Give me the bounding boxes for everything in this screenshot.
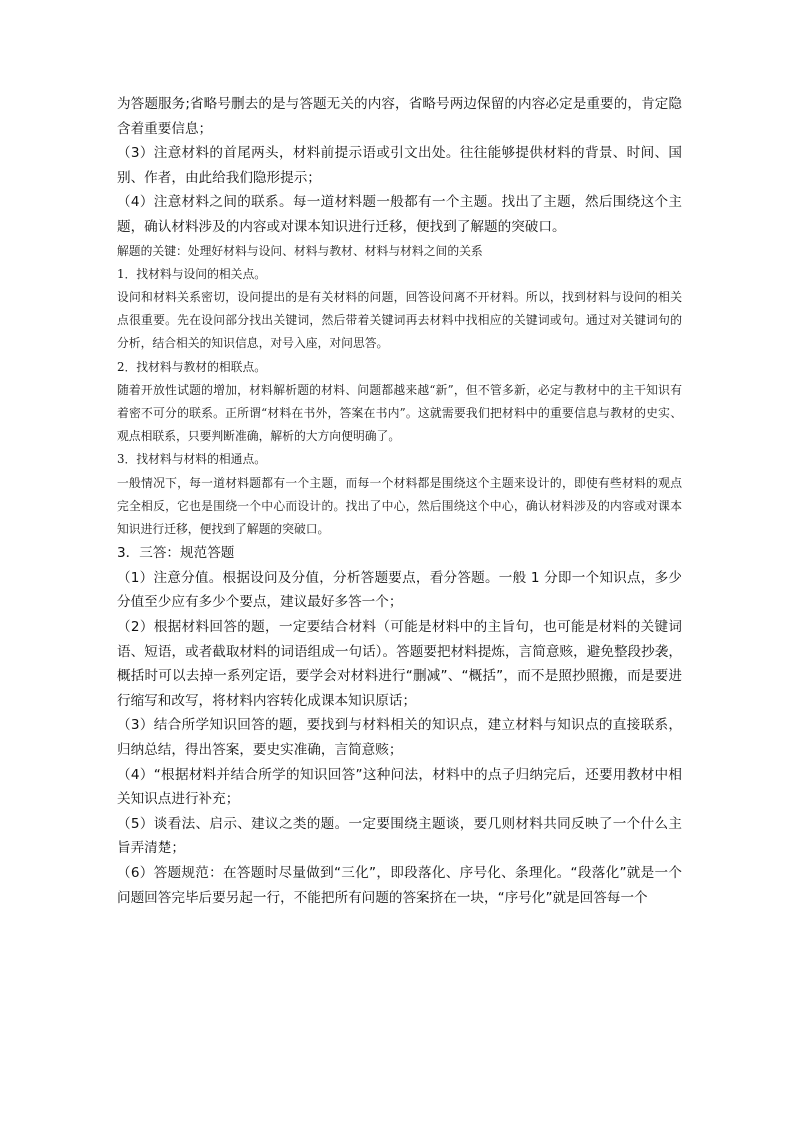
- paragraph-key-1-title: 1．找材料与设问的相关点。: [117, 266, 267, 281]
- paragraph-tip-3: （3）注意材料的首尾两头，材料前提示语或引文出处。往往能够提供材料的背景、时间、国别、作者，由此给我们隐形提示；: [117, 145, 682, 186]
- paragraph-key-2-body: 随着开放性试题的增加，材料解析题的材料、问题都越来越“新”，但不管多新，必定与教材中的主干知识有着密不可分的联系。正所谓“材料在书外，答案在书内”。这就需要我们把材料中的重要信息与教材的史实、观点相联系，只要判断准确，解析的大方向便明确了。: [117, 382, 682, 444]
- paragraph-key-2-title: 2．找材料与教材的相联点。: [117, 359, 267, 374]
- paragraph-tip-4: （4）注意材料之间的联系。每一道材料题一般都有一个主题。找出了主题，然后围绕这个主题，确认材料涉及的内容或对课本知识进行迁移，便找到了解题的突破口。: [117, 194, 682, 235]
- paragraph-key-1-body: 设问和材料关系密切，设问提出的是有关材料的问题，回答设问离不开材料。所以，找到材料与设问的相关点很重要。先在设问部分找出关键词，然后带着关键词再去材料中找相应的关键词或句。通过对关键词句的分析，结合相关的知识信息，对号入座，对问思答。: [117, 289, 682, 351]
- paragraph-answer-2: （2）根据材料回答的题，一定要结合材料（可能是材料中的主旨句，也可能是材料的关键词语、短语，或者截取材料的词语组成一句话）。答题要把材料提炼，言简意赅，避免整段抄袭，概括时可以去掉一系列定语，要学会对材料进行“删减”、“概括”，而不是照抄照搬，而是要进行缩写和改写，将材料内容转化成课本知识原话；: [117, 618, 682, 709]
- paragraph-answer-1: （1）注意分值。根据设问及分值，分析答题要点，看分答题。一般 1 分即一个知识点，多少分值至少应有多少个要点，建议最好多答一个；: [117, 569, 682, 611]
- paragraph-answer-6: （6）答题规范：在答题时尽量做到“三化”，即段落化、序号化、条理化。“段落化”就是一个问题回答完毕后要另起一行，不能把所有问题的答案挤在一块，“序号化”就是回答每一个: [117, 864, 682, 906]
- paragraph-key-3-title: 3．找材料与材料的相通点。: [117, 452, 267, 467]
- paragraph-answer-3: （3）结合所学知识回答的题，要找到与材料相关的知识点，建立材料与知识点的直接联系，归纳总结，得出答案，要史实准确，言简意赅；: [117, 717, 682, 758]
- document-body: [117, 92, 682, 910]
- paragraph-key-3-body: 一般情况下，每一道材料题都有一个主题，而每一个材料都是围绕这个主题来设计的，即使有些材料的观点完全相反，它也是围绕一个中心而设计的。找出了中心，然后围绕这个中心，确认材料涉及的内容或对课本知识进行迁移，便找到了解题的突破口。: [117, 475, 682, 536]
- paragraph-answer-5: （5）谈看法、启示、建议之类的题。一定要围绕主题谈，要几则材料共同反映了一个什么主旨弄清楚；: [117, 815, 682, 857]
- section-heading-answer: 3．三答：规范答题: [117, 545, 235, 562]
- paragraph-answer-4: （4）“根据材料并结合所学的知识回答”这种问法，材料中的点子归纳完后，还要用教材中相关知识点进行补充；: [117, 766, 682, 808]
- paragraph-ellipsis-note: 为答题服务;省略号删去的是与答题无关的内容，省略号两边保留的内容必定是重要的，肯定隐含着重要信息；: [117, 96, 682, 137]
- paragraph-key-heading: 解题的关键：处理好材料与设问、材料与教材、材料与材料之间的关系: [117, 243, 483, 258]
